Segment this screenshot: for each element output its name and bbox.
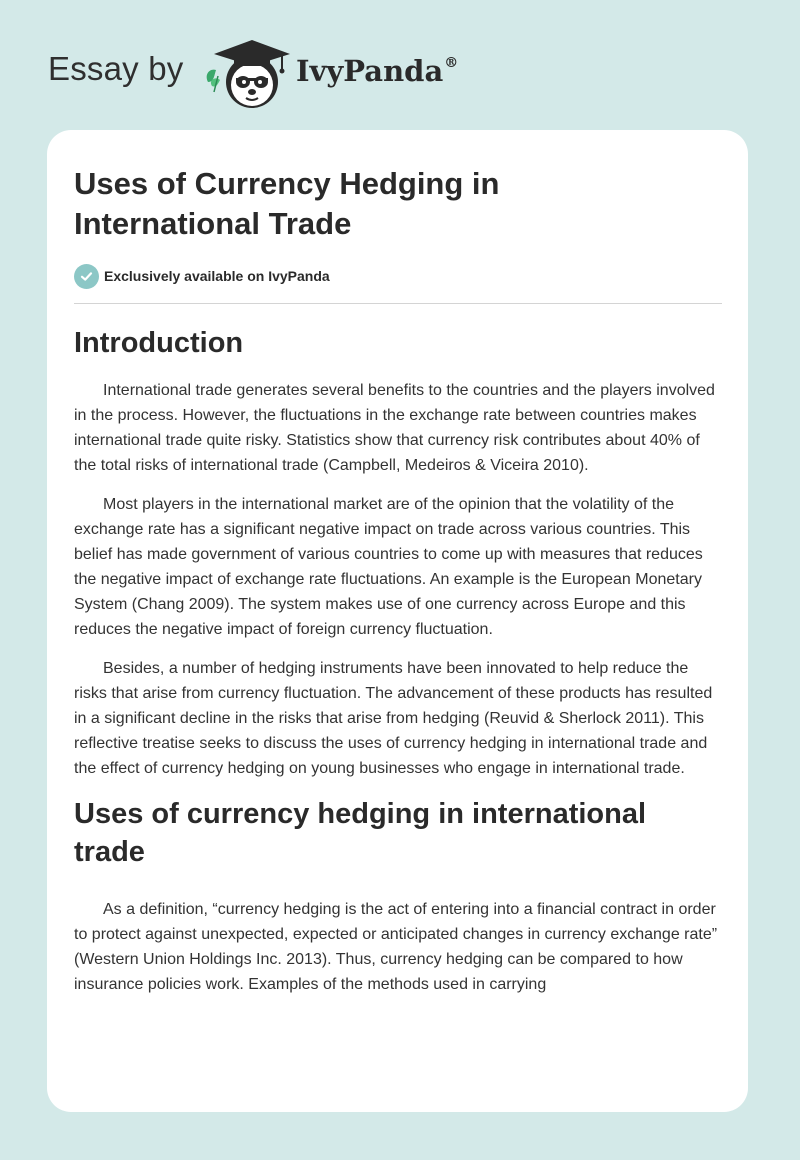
site-header (0, 0, 800, 130)
article-body (74, 324, 722, 1011)
exclusive-badge (74, 263, 330, 289)
paragraph: Besides, a number of hedging instruments have been innovated to help reduce the risks that arise from currency fluctuation. The advancement of these products has resulted in a significant decline in the risks that arise from hedging (Reuvid & Sherlock 2011). This reflective treatise seeks to discuss the uses of currency hedging in international trade and the effect of currency hedging on young businesses who engage in international trade. (74, 660, 713, 777)
paragraph: International trade generates several benefits to the countries and the players involved in the process. However, the fluctuations in the exchange rate between countries makes international trade quite risky. Statistics show that currency risk contributes about 40% of the total risks of international trade (Campbell, Medeiros & Viceira 2010). (74, 382, 715, 474)
registered-mark: ® (444, 55, 459, 71)
paragraph: Most players in the international market are of the opinion that the volatility of the exchange rate has a significant negative impact on trade across various countries. This belief has made government of various countries to come up with measures that reduces the negative impact of exchange rate fluctuations. An example is the European Monetary System (Chang 2009). The system makes use of one currency across Europe and this reduces the negative impact of foreign currency fluctuation. (74, 496, 703, 638)
page-title: Uses of Currency Hedging in International Trade (74, 166, 500, 241)
panda-graduation-cap-icon[interactable] (202, 36, 292, 110)
section-heading-introduction: Introduction (74, 327, 244, 359)
badge-label: Exclusively available on IvyPanda (104, 268, 330, 284)
essay-card (47, 130, 748, 1112)
divider (74, 303, 722, 304)
brand-label: IvyPanda (296, 54, 444, 88)
paragraph: As a definition, “currency hedging is the act of entering into a financial contract in order to protect against unexpected, expected or anticipated changes in currency exchange rate” (Western Union Holdings Inc. 2013). Thus, currency hedging can be compared to how insurance policies work. Examples of the methods used in carrying (74, 901, 718, 993)
section-heading-uses: Uses of currency hedging in international trade (74, 798, 647, 868)
brand-name[interactable] (296, 54, 458, 88)
checkmark-icon (74, 264, 99, 289)
essay-by-label: Essay by (48, 50, 184, 87)
